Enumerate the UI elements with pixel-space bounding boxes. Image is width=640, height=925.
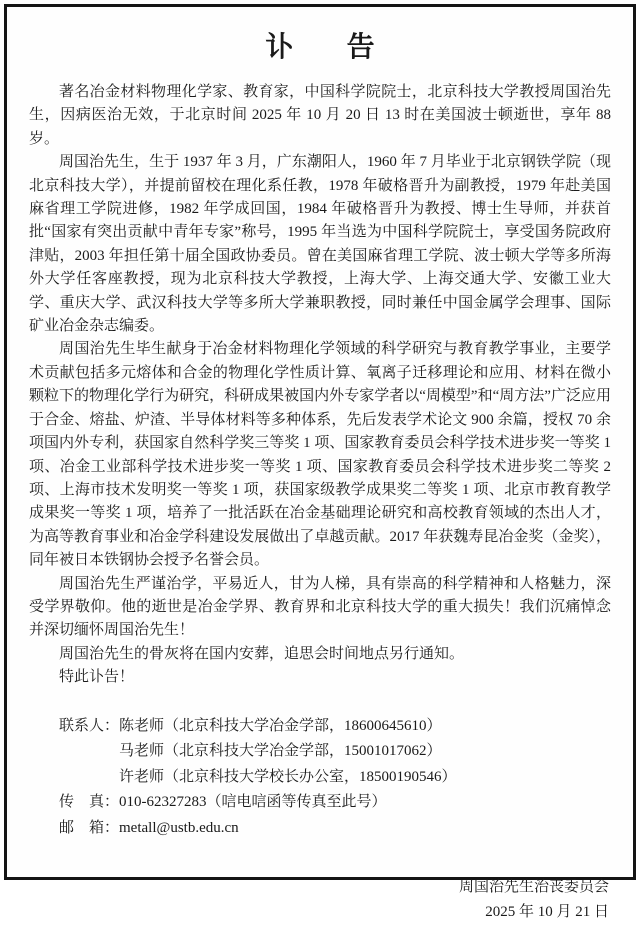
- paragraph-death-announcement: 著名冶金材料物理化学家、教育家，中国科学院院士，北京科技大学教授周国治先生，因病医治无效，于北京时间 2025 年 10 月 20 日 13 时在美国波士顿逝世，享年 88 岁。: [29, 84, 611, 147]
- email-address: metall@ustb.edu.cn: [119, 819, 239, 836]
- paragraph-achievements: 周国治先生毕生献身于冶金材料物理化学领域的科学研究与教育教学事业，主要学术贡献包括多元熔体和合金的物理化学性质计算、氧离子迁移理论和应用、材料在微小颗粒下的物理化学行为研究，科研成果被国内外专家学者以“周模型”和“周方法”广泛应用于合金、熔盐、炉渣、半导体材料等多种体系，先后发表学术论文 900 余篇，授权 70 余项国内外专利，获国家自然科学奖三等奖 1 项、国家教育委员会科学技术进步奖一等奖 1 项、冶金工业部科学技术进步奖一等奖 1 项、国家教育委员会科学技术进步奖二等奖 2 项、上海市技术发明奖一等奖 1 项，获国家级教学成果奖二等奖 1 项、北京市教育教学成果奖一等奖 1 项，培养了一批活跃在冶金基础理论研究和高校教育领域的杰出人才，为高等教育事业和冶金学科建设发展做出了卓越贡献。2017 年获魏寿昆冶金奖（金奖），同年被日本铁钢协会授予名誉会员。: [29, 341, 611, 569]
- fax-label: 传 真：: [59, 794, 120, 811]
- paragraph-burial-notice: 周国治先生的骨灰将在国内安葬，追思会时间地点另行通知。: [59, 645, 465, 662]
- contact-person-1: 陈老师（北京科技大学冶金学部，18600645610）: [119, 717, 442, 734]
- paragraph-tribute: 周国治先生严谨治学，平易近人，甘为人梯，具有崇高的科学精神和人格魅力，深受学界敬仰。他的逝世是冶金学界、教育界和北京科技大学的重大损失！我们沉痛悼念并深切缅怀周国治先生！: [29, 575, 611, 639]
- notice-date: 2025 年 10 月 21 日: [485, 904, 609, 921]
- email-row: [29, 816, 611, 842]
- contact-person-row-2: [29, 739, 611, 765]
- notice-body: [29, 81, 611, 690]
- obituary-page: [4, 4, 636, 921]
- signature-block: [29, 875, 611, 925]
- paragraph-biography: 周国治先生，生于 1937 年 3 月，广东潮阳人，1960 年 7 月毕业于北京钢铁学院（现北京科技大学），并提前留校在理化系任教，1978 年破格晋升为副教授，1979 年赴美国麻省理工学院进修，1982 年学成回国，1984 年破格晋升为教授、博士生导师，并获首批“国家有突出贡献中青年专家”称号，1995 年当选为中国科学院院士，享受国务院政府津贴，2003 年担任第十届全国政协委员。曾在美国麻省理工学院、波士顿大学等多所海外大学任客座教授，现为北京科技大学教授，上海大学、上海交通大学、安徽工业大学、重庆大学、武汉科技大学等多所大学兼职教授，同时兼任中国金属学会理事、国际矿业冶金杂志编委。: [29, 154, 611, 335]
- funeral-committee-name: 周国治先生治丧委员会: [458, 879, 609, 896]
- contact-block: [29, 714, 611, 842]
- contact-person-row-1: [29, 714, 611, 740]
- notice-title: 讣告: [265, 31, 428, 62]
- fax-number: 010-62327283（唁电唁函等传真至此号）: [119, 794, 387, 811]
- contact-person-row-3: [29, 765, 611, 791]
- email-label: 邮 箱：: [59, 819, 120, 836]
- contact-person-2: 马老师（北京科技大学冶金学部，15001017062）: [119, 743, 442, 760]
- fax-row: [29, 790, 611, 816]
- contact-person-3: 许老师（北京科技大学校长办公室，18500190546）: [119, 768, 457, 785]
- paragraph-closing: 特此讣告！: [59, 669, 135, 686]
- contact-person-label: 联系人：: [59, 717, 120, 734]
